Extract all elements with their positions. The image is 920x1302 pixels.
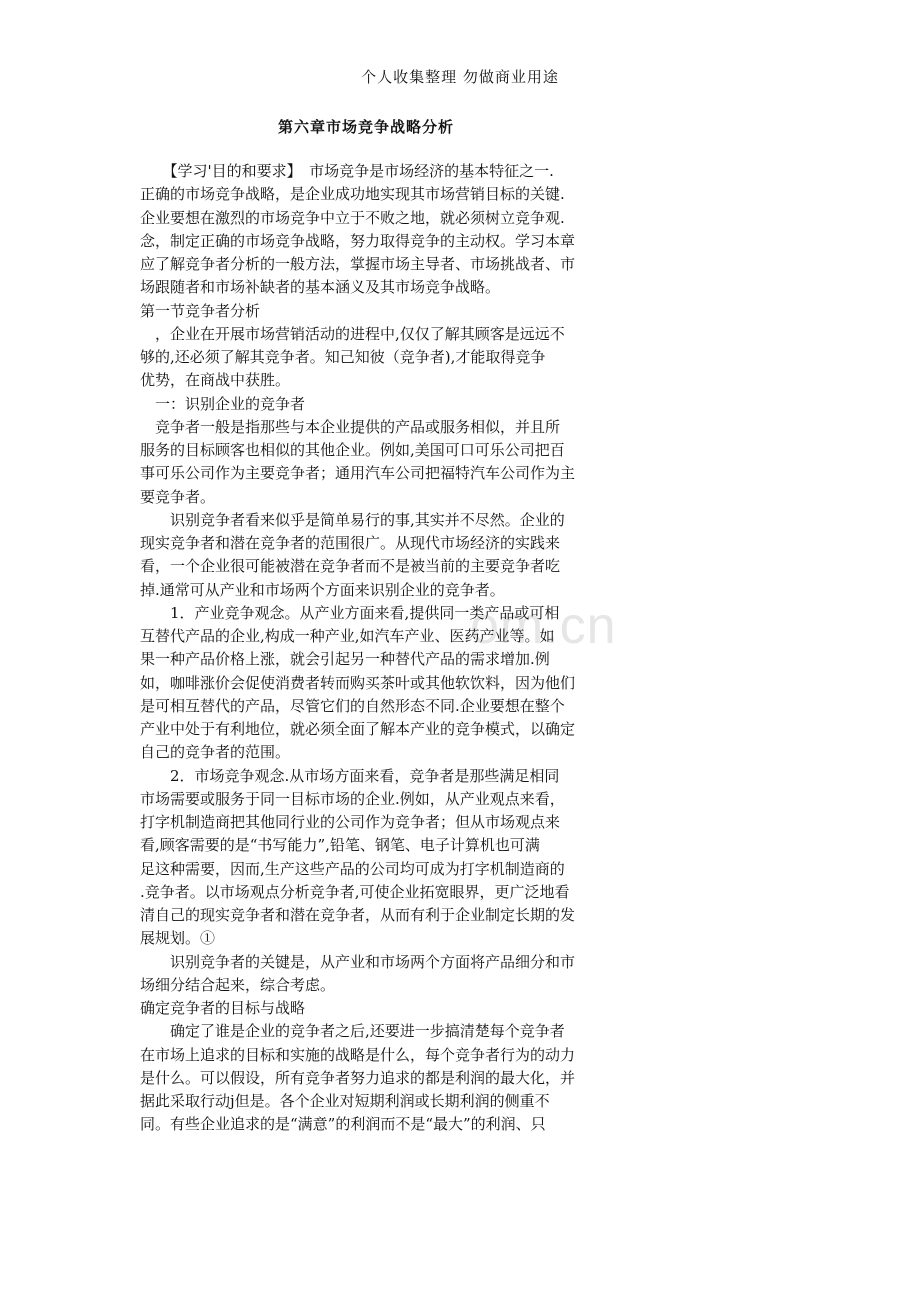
text-line: 优势，在商战中获胜。	[140, 371, 291, 390]
text-line: 清自己的现实竞争者和潜在竞争者，从而有利于企业制定长期的发	[140, 906, 576, 924]
text-line: 在市场上追求的目标和实施的战略是什么，每个竞争者行为的动力	[140, 1045, 576, 1064]
text-line: 果一种产品价格上涨，就会引起另一种替代产品的需求增加.例	[140, 650, 550, 669]
text-line: 竞争者一般是指那些与本企业提供的产品或服务相似，并且所	[140, 417, 561, 436]
text-line: 确定竞争者的目标与战略	[140, 999, 306, 1017]
text-line: 足这种需要，因而,生产这些产品的公司均可成为打字机制造商的	[140, 859, 565, 878]
text-line: 场跟随者和市场补缺者的基本涵义及其市场竞争战略。	[140, 278, 501, 297]
text-line: 够的,还必须了解其竞争者。知己知彼（竞争者),才能取得竞争	[140, 348, 546, 366]
text-line: 自己的竞争者的范围。	[140, 743, 291, 762]
chapter-title: 第六章市场竞争战略分析	[278, 118, 455, 136]
text-line: ，企业在开展市场营销活动的进程中,仅仅了解其顾客是远远不	[140, 324, 565, 343]
text-line: 场细分结合起来，综合考虑。	[140, 975, 336, 994]
text-line: 第一节竞争者分析	[140, 301, 261, 320]
text-line: 【学习'目的和要求】 市场竞争是市场经济的基本特征之一.	[140, 162, 554, 180]
text-line: 掉.通常可从产业和市场两个方面来识别企业的竞争者。	[140, 580, 505, 599]
text-line: 正确的市场竞争战略，是企业成功地实现其市场营销目标的关键.	[140, 185, 565, 204]
text-line: 服务的目标顾客也相似的其他企业。例如,美国可口可乐公司把百	[140, 441, 565, 459]
text-line: 2．市场竞争观念.从市场方面来看，竞争者是那些满足相同	[140, 766, 560, 785]
text-line: 念，制定正确的市场竞争战略，努力取得竞争的主动权。学习本章	[140, 231, 576, 250]
watermark: om.cn	[470, 597, 617, 655]
text-line: 产业中处于有利地位，就必须全面了解本产业的竞争模式，以确定	[140, 720, 576, 738]
text-line: 要竞争者。	[140, 487, 216, 506]
text-line: 识别竞争者的关键是，从产业和市场两个方面将产品细分和市	[140, 952, 576, 971]
text-line: 如，咖啡涨价会促使消费者转而购买茶叶或其他软饮料，因为他们	[140, 673, 576, 692]
page-header: 个人收集整理 勿做商业用途	[361, 68, 559, 86]
text-line: 1．产业竞争观念。从产业方面来看,提供同一类产品或可相	[140, 603, 560, 622]
text-line: 展规划。①	[140, 929, 216, 948]
text-line: 事可乐公司作为主要竞争者；通用汽车公司把福特汽车公司作为主	[140, 464, 576, 483]
text-line: .竞争者。以市场观点分析竞争者,可使企业拓宽眼界，更广泛地看	[140, 882, 570, 901]
text-line: 企业要想在激烈的市场竞争中立于不败之地，就必须树立竞争观.	[140, 208, 565, 227]
text-line: 一：识别企业的竞争者	[140, 394, 306, 413]
body-text	[140, 160, 620, 1137]
text-line: 看，一个企业很可能被潜在竞争者而不是被当前的主要竞争者吃	[140, 557, 561, 576]
text-line: 确定了谁是企业的竞争者之后,还要进一步搞清楚每个竞争者	[140, 1022, 565, 1041]
text-line: 看,顾客需要的是“书写能力”,铅笔、钢笔、电子计算机也可满	[140, 836, 540, 855]
text-line: 打字机制造商把其他同行业的公司作为竞争者；但从市场观点来	[140, 813, 561, 831]
text-line: 互替代产品的企业,构成一种产业,如汽车产业、医药产业等。如	[140, 627, 555, 645]
text-line: 同。有些企业追求的是“满意”的利润而不是“最大”的利润、只	[140, 1115, 546, 1134]
text-line: 应了解竞争者分析的一般方法，掌握市场主导者、市场挑战者、市	[140, 255, 576, 273]
text-line: 现实竞争者和潜在竞争者的范围很广。从现代市场经济的实践来	[140, 534, 561, 552]
text-line: 是什么。可以假设，所有竞争者努力追求的都是利润的最大化，并	[140, 1068, 576, 1087]
text-line: 据此采取行动j但是。各个企业对短期利润或长期利润的侧重不	[140, 1092, 550, 1110]
text-line: 市场需要或服务于同一目标市场的企业.例如，从产业观点来看，	[140, 789, 565, 808]
text-line: 识别竞争者看来似乎是简单易行的事,其实并不尽然。企业的	[140, 510, 565, 529]
text-line: 是可相互替代的产品，尽管它们的自然形态不同.企业要想在整个	[140, 696, 565, 715]
